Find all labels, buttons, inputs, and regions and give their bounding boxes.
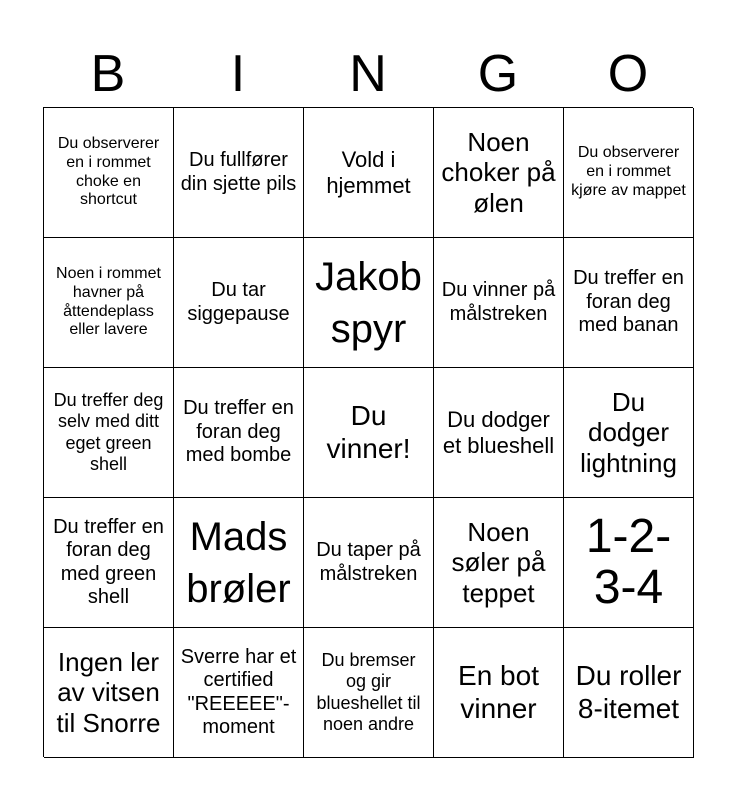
cell-text: Noen i rommet havner på åttendeplass eller lavere bbox=[56, 265, 161, 339]
bingo-cell[interactable] bbox=[174, 498, 304, 628]
header-letter-b: B bbox=[90, 45, 126, 103]
cell-text: Ingen ler av vitsen til Snorre bbox=[56, 646, 161, 738]
header-letter-o: O bbox=[607, 45, 649, 103]
bingo-cell[interactable] bbox=[304, 498, 434, 628]
bingo-cell[interactable] bbox=[304, 368, 434, 498]
header-letter-n: N bbox=[349, 45, 387, 103]
bingo-cell[interactable] bbox=[174, 368, 304, 498]
bingo-cell[interactable] bbox=[564, 628, 694, 758]
bingo-cell[interactable] bbox=[304, 628, 434, 758]
cell-text: Du dodger et blueshell bbox=[442, 406, 555, 458]
bingo-cell[interactable] bbox=[434, 238, 564, 368]
cell-text: Du tar siggepause bbox=[187, 279, 290, 325]
bingo-cell[interactable] bbox=[174, 628, 304, 758]
cell-text: Du treffer en foran deg med bombe bbox=[183, 397, 294, 467]
cell-text: Du vinner! bbox=[326, 399, 411, 464]
bingo-cell[interactable] bbox=[44, 368, 174, 498]
bingo-cell[interactable] bbox=[434, 108, 564, 238]
bingo-cell[interactable] bbox=[564, 368, 694, 498]
cell-text: Noen choker på ølen bbox=[441, 126, 556, 218]
cell-text: Du observerer en i rommet kjøre av mappet bbox=[571, 144, 686, 199]
cell-text: Du vinner på målstreken bbox=[441, 279, 556, 325]
cell-text: Sverre har et certified "REEEEE"-moment bbox=[180, 645, 297, 738]
bingo-cell[interactable] bbox=[174, 108, 304, 238]
cell-text: Du taper på målstreken bbox=[316, 539, 421, 585]
bingo-cell[interactable] bbox=[434, 498, 564, 628]
cell-text: Vold i hjemmet bbox=[326, 146, 411, 198]
cell-text: 1-2-3-4 bbox=[585, 510, 672, 614]
bingo-cell[interactable] bbox=[564, 238, 694, 368]
bingo-cell[interactable] bbox=[564, 108, 694, 238]
cell-text: Du observerer en i rommet choke en shortcut bbox=[57, 135, 160, 209]
cell-text: Du treffer deg selv med ditt eget green shell bbox=[53, 390, 164, 474]
header-letter-g: G bbox=[477, 45, 519, 103]
cell-text: En bot vinner bbox=[458, 659, 539, 724]
bingo-board bbox=[43, 107, 693, 757]
cell-text: Du treffer en foran deg med green shell bbox=[53, 515, 164, 608]
bingo-cell[interactable] bbox=[44, 628, 174, 758]
bingo-cell[interactable] bbox=[44, 238, 174, 368]
bingo-cell[interactable] bbox=[434, 628, 564, 758]
bingo-cell[interactable] bbox=[304, 108, 434, 238]
cell-text: Jakob spyr bbox=[315, 254, 422, 351]
bingo-cell[interactable] bbox=[44, 108, 174, 238]
bingo-cell[interactable] bbox=[174, 238, 304, 368]
cell-text: Du treffer en foran deg med banan bbox=[573, 267, 684, 337]
bingo-header bbox=[43, 42, 693, 106]
bingo-cell[interactable] bbox=[304, 238, 434, 368]
cell-text: Du bremser og gir blueshellet til noen andre bbox=[316, 650, 421, 734]
cell-text: Du dodger lightning bbox=[580, 386, 677, 478]
cell-text: Mads brøler bbox=[186, 514, 291, 611]
bingo-cell[interactable] bbox=[434, 368, 564, 498]
header-letter-i: I bbox=[230, 45, 246, 103]
cell-text: Noen søler på teppet bbox=[451, 516, 546, 608]
bingo-cell[interactable] bbox=[44, 498, 174, 628]
cell-text: Du roller 8-itemet bbox=[575, 659, 682, 724]
cell-text: Du fullfører din sjette pils bbox=[180, 149, 297, 195]
bingo-cell[interactable] bbox=[564, 498, 694, 628]
